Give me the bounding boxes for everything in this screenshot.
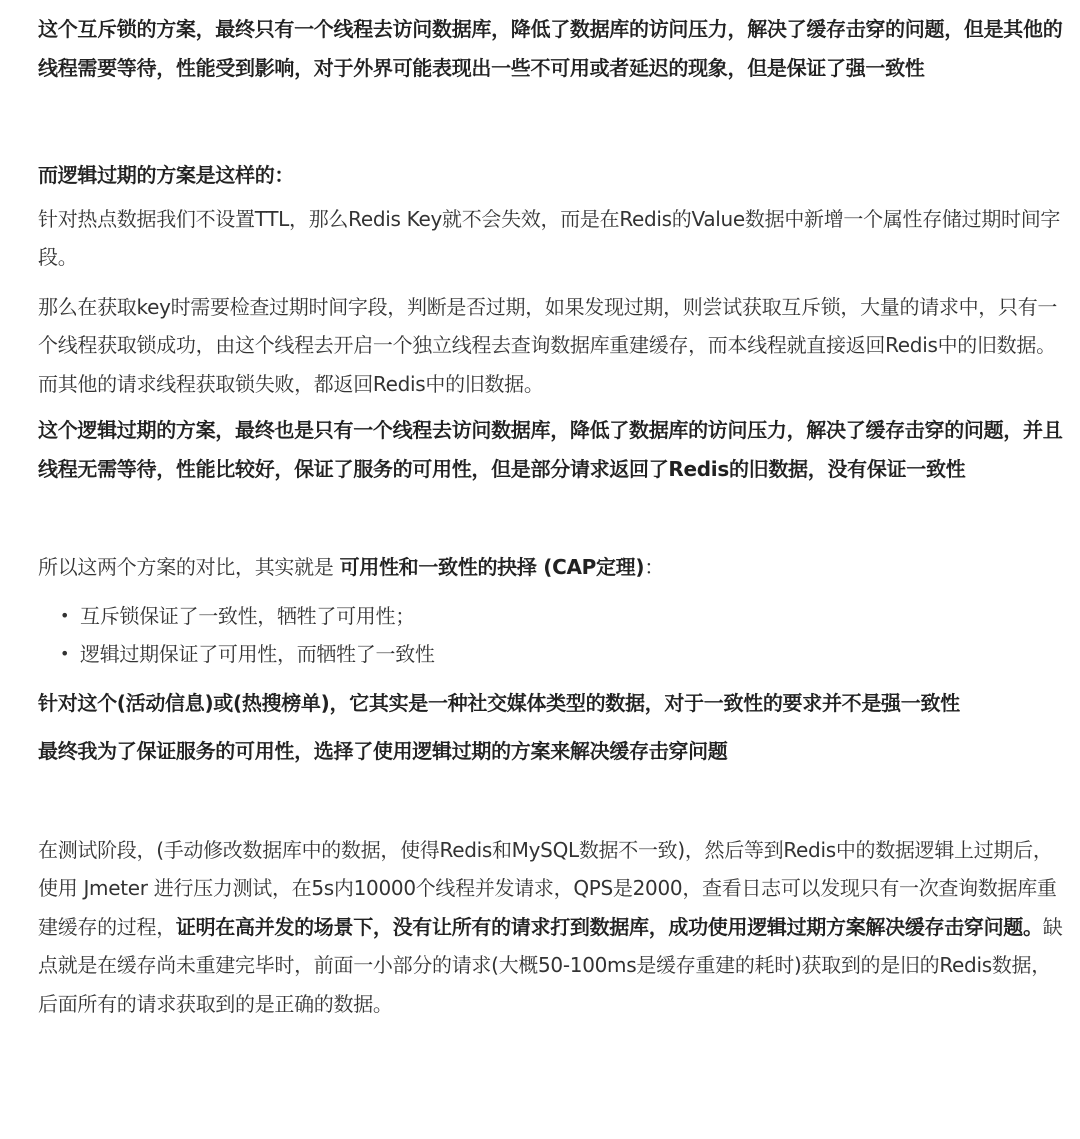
testing-paragraph bbox=[38, 831, 1068, 1024]
bullet-icon: • bbox=[60, 644, 70, 663]
comparison-suffix: ： bbox=[644, 555, 664, 579]
bullet-text: 互斥锁保证了一致性，牺牲了可用性； bbox=[80, 603, 415, 628]
spacer bbox=[38, 771, 1068, 831]
spacer bbox=[38, 722, 1068, 732]
testing-prefix: 在测试阶段，(手动修改数据库中的数据，使得Redis和MySQL数据不一致)，然后等到Redis中的数据逻辑上过期后，使用 Jmeter 进行压力测试，在5s内10000个线程并发请求，QPS是2000，查看日志可以发现只有一次查询数据库重建缓存的过程， bbox=[38, 837, 1057, 939]
spacer bbox=[38, 403, 1068, 411]
comparison-prefix: 所以这两个方案的对比，其实就是 bbox=[38, 555, 340, 579]
list-item bbox=[38, 635, 1068, 674]
spacer bbox=[38, 587, 1068, 597]
mutex-summary-paragraph: 这个互斥锁的方案，最终只有一个线程去访问数据库，降低了数据库的访问压力，解决了缓存击穿的问题，但是其他的线程需要等待，性能受到影响，对于外界可能表现出一些不可用或者延迟的现象，但是保证了强一致性 bbox=[38, 17, 1063, 80]
comparison-paragraph bbox=[38, 548, 1068, 587]
bullet-icon: • bbox=[60, 605, 70, 625]
cap-theorem-text: 可用性和一致性的抉择 (CAP定理) bbox=[339, 555, 645, 579]
logical-expire-heading: 而逻辑过期的方案是这样的： bbox=[38, 163, 295, 187]
conclusion-paragraph: 最终我为了保证服务的可用性，选择了使用逻辑过期的方案来解决缓存击穿问题 bbox=[38, 739, 728, 763]
bullet-text: 逻辑过期保证了可用性，而牺牲了一致性 bbox=[80, 642, 435, 666]
spacer bbox=[38, 277, 1068, 288]
list-item bbox=[38, 597, 1068, 636]
ttl-paragraph: 针对热点数据我们不设置TTL，那么Redis Key就不会失效，而是在Redis的Value数据中新增一个属性存储过期时间字段。 bbox=[38, 206, 1061, 269]
social-media-paragraph: 针对这个(活动信息)或(热搜榜单)，它其实是一种社交媒体类型的数据，对于一致性的要求并不是强一致性 bbox=[38, 690, 960, 715]
spacer bbox=[38, 488, 1068, 548]
article-body bbox=[38, 10, 1068, 1023]
logical-expire-summary-paragraph: 这个逻辑过期的方案，最终也是只有一个线程去访问数据库，降低了数据库的访问压力，解决了缓存击穿的问题，并且线程无需等待，性能比较好，保证了服务的可用性，但是部分请求返回了Redis的旧数据，没有保证一致性 bbox=[38, 418, 1063, 481]
spacer bbox=[38, 674, 1068, 684]
bullet-list bbox=[38, 597, 1068, 674]
testing-suffix: 缺点就是在缓存尚未重建完毕时，前面一小部分的请求(大概50-100ms是缓存重建的耗时)获取到的是旧的Redis数据，后面所有的请求获取到的是正确的数据。 bbox=[38, 914, 1063, 1016]
get-key-paragraph: 那么在获取key时需要检查过期时间字段，判断是否过期，如果发现过期，则尝试获取互斥锁，大量的请求中，只有一个线程获取锁成功，由这个线程去开启一个独立线程去查询数据库重建缓存，而本线程就直接返回Redis中的旧数据。而其他的请求线程获取锁失败，都返回Redis中的旧数据。 bbox=[38, 294, 1058, 396]
spacer bbox=[38, 87, 1068, 156]
testing-proof: 证明在高并发的场景下，没有让所有的请求打到数据库，成功使用逻辑过期方案解决缓存击穿问题。 bbox=[175, 914, 1043, 939]
